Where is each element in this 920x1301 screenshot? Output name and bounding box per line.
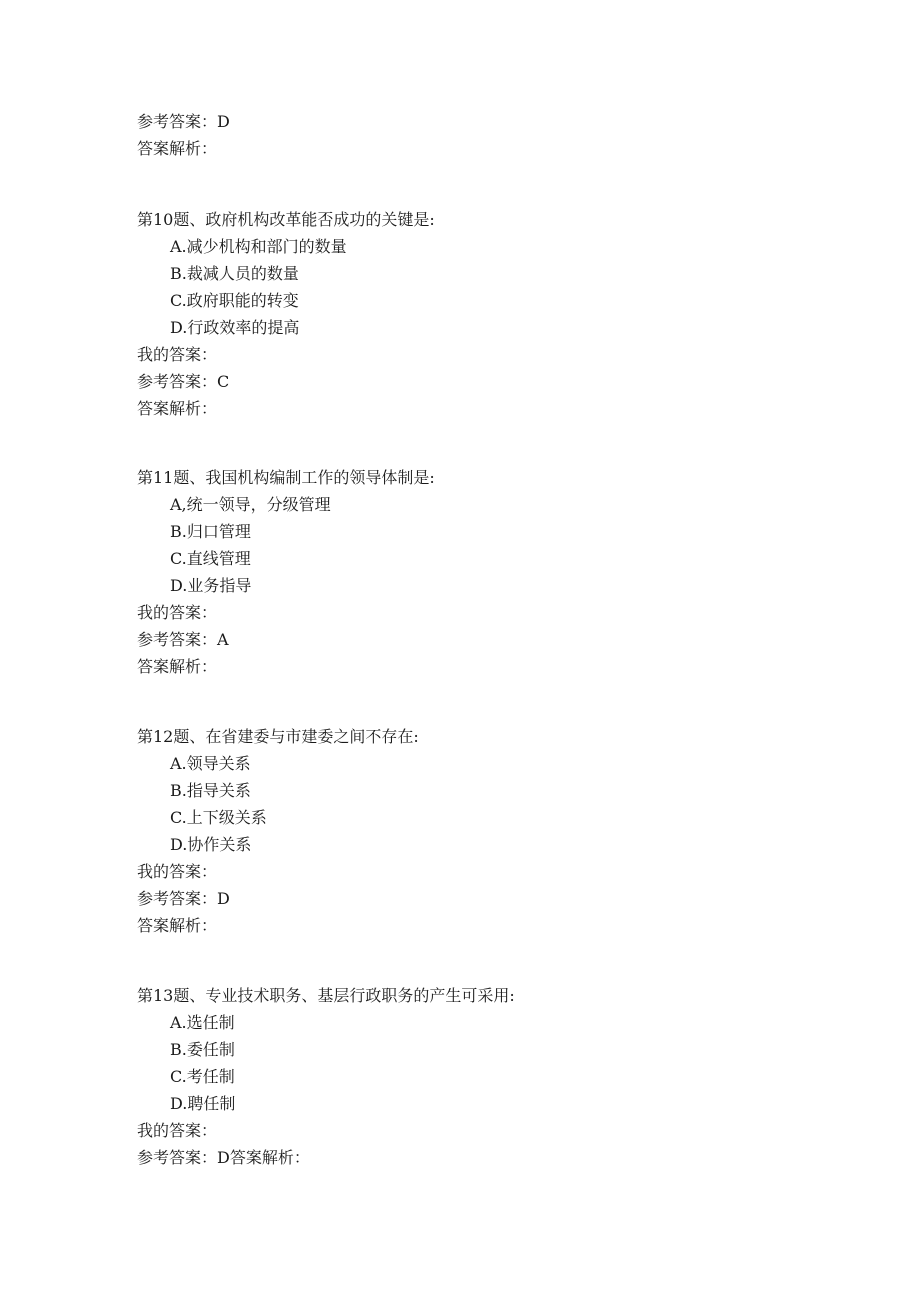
answer-analysis: 答案解析：	[137, 657, 218, 676]
answer-analysis: 答案解析：	[137, 139, 218, 158]
question-10	[137, 206, 435, 422]
reference-answer: 参考答案：D	[137, 889, 230, 908]
answer-analysis: 答案解析：	[137, 399, 218, 418]
option-b: B.指导关系	[170, 781, 251, 800]
my-answer: 我的答案：	[137, 603, 218, 622]
reference-answer: 参考答案：D	[137, 112, 230, 131]
reference-answer: 参考答案：A	[137, 630, 229, 649]
option-a: A.减少机构和部门的数量	[170, 237, 347, 256]
question-title: 第11题、我国机构编制工作的领导体制是:	[137, 468, 435, 487]
option-c: C.直线管理	[170, 549, 251, 568]
option-b: B.委任制	[170, 1040, 235, 1059]
option-c: C.政府职能的转变	[170, 291, 299, 310]
reference-answer: 参考答案：C	[137, 372, 230, 391]
answer-analysis: 答案解析：	[137, 916, 218, 935]
question-11	[137, 464, 435, 680]
question-title: 第12题、在省建委与市建委之间不存在:	[137, 727, 419, 746]
question-title: 第10题、政府机构改革能否成功的关键是:	[137, 210, 435, 229]
option-d: D.协作关系	[170, 835, 252, 854]
option-a: A.领导关系	[170, 754, 251, 773]
question-13	[137, 982, 515, 1171]
option-d: D.行政效率的提高	[170, 318, 300, 337]
option-a: A.选任制	[170, 1013, 235, 1032]
option-c: C.考任制	[170, 1067, 235, 1086]
previous-question-tail	[137, 108, 230, 162]
reference-answer-with-analysis: 参考答案：D答案解析：	[137, 1148, 310, 1167]
option-d: D.聘任制	[170, 1094, 236, 1113]
question-title: 第13题、专业技术职务、基层行政职务的产生可采用:	[137, 986, 515, 1005]
my-answer: 我的答案：	[137, 862, 218, 881]
option-d: D.业务指导	[170, 576, 252, 595]
my-answer: 我的答案：	[137, 1121, 218, 1140]
option-c: C.上下级关系	[170, 808, 267, 827]
question-12	[137, 723, 419, 939]
option-b: B.裁减人员的数量	[170, 264, 299, 283]
option-b: B.归口管理	[170, 522, 251, 541]
my-answer: 我的答案：	[137, 345, 218, 364]
option-a: A,统一领导，分级管理	[170, 495, 331, 514]
